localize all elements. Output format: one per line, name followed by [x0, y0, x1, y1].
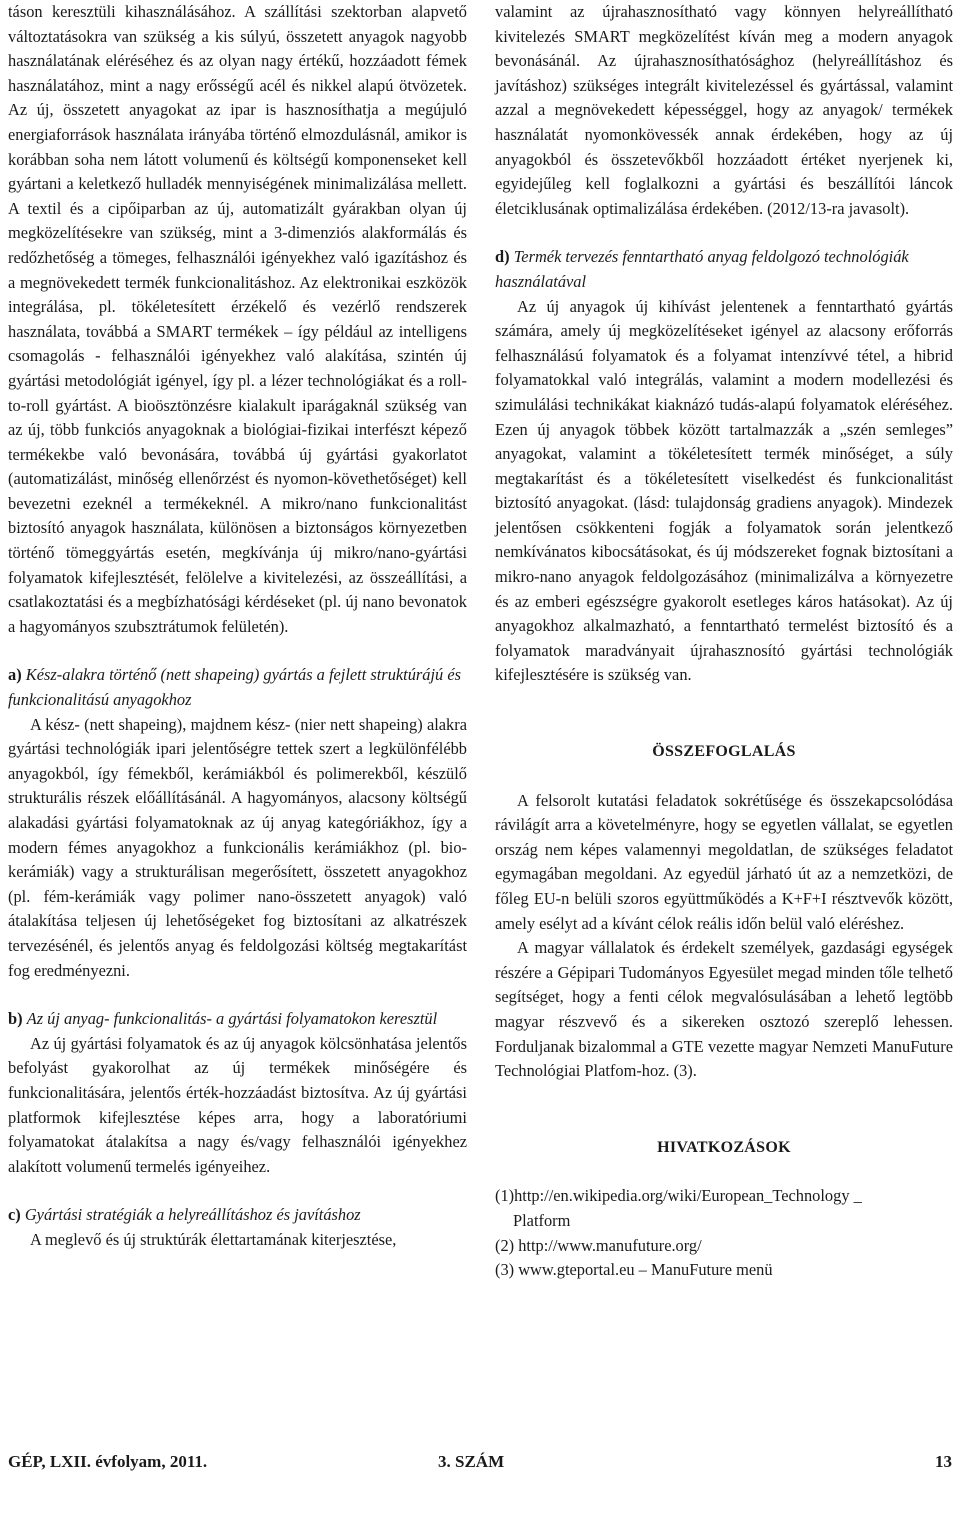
reference-item-1: [495, 1184, 953, 1233]
section-b-title: Az új anyag- funkcionalitás- a gyártási folyamatokon keresztül: [26, 1009, 438, 1029]
right-intro-paragraph: valamint az újrahasznosítható vagy könnyen helyreállítható kivitelezés SMART megközelítést kíván meg a modern anyagok bevonásánál. Az újrahasznosíthatósághoz (helyreállításhoz és javításhoz) szükséges integrált kivitelezéssel és gyártással, valamint azzal a megnövekedett képességgel, hogy az anyagok/ termékek használatát nyomonkövessék annak érdekében, hogy az új anyagokból és összetevőkből hozzáadott értéket nyerjenek ki, egyidejűleg kell foglalkozni a gyártási és beszállítói láncok életciklusának optimalizálása érdekében. (2012/13-ra javasolt).: [495, 2, 953, 218]
section-d-letter: d): [495, 247, 510, 267]
references-list: [495, 1184, 953, 1282]
summary-heading: ÖSSZEFOGLALÁS: [652, 743, 796, 761]
references-heading: HIVATKOZÁSOK: [657, 1138, 791, 1156]
section-d-heading: [495, 245, 953, 294]
page-footer: [8, 1452, 952, 1480]
reference-item-2[interactable]: (2) http://www.manufuture.org/: [495, 1235, 702, 1255]
footer-page-number: 13: [935, 1452, 952, 1471]
section-a-heading: [8, 663, 467, 712]
section-a-body: A kész- (nett shapeing), majdnem kész- (nier nett shapeing) alakra gyártási technológiák ipari jelentőségre tettek szert a legkülönfélébb anyagokból, így fémekből, kerámiákból és polimerekből, készülő strukturális részek előállításánál. A hagyományos, alacsony költségű alakadási gyártási folyamatoknak az új anyag kategóriákhoz, így a modern fémes anyagokhoz a funkcionális kerámiákhoz (pl. bio-kerámiák) vagy a strukturálisan megerősített, összetett anyagokhoz (pl. fém-kerámiák vagy polimer nano-összetett anyagok) való átalakítása teljesen új lehetőségeket fog biztosítani az alkatrészek tervezésénél, és jelentős anyag és feldolgozási költség megtakarítást fog eredményezni.: [8, 714, 467, 980]
reference-item-3[interactable]: (3) www.gteportal.eu – ManuFuture menü: [495, 1260, 773, 1280]
left-intro-paragraph: táson keresztüli kihasználásához. A szállítási szektorban alapvető változtatásokra van szükség a kis súlyú, összetett anyagok nagyobb használatának eléréséhez és az olyan nagy értékű, hozzáadott fémek használatához, mint a nagy erősségű acél és nikkel alapú ötvözetek. Az új, összetett anyagokat az ipar is hasznosíthatja a megújuló energiaforrások használata irányába történő elmozdulásnál, amikor is korábban soha nem látott volumenű és költségű komponenseket kell gyártani a keletkező hulladék mennyiségének minimalizálása mellett. A textil és a cipőiparban az új, automatizált gyárakban olyan új megközelítésekre van szükség, mint a 3-dimenziós alakformálás és redőzhetőség a tömeges, felhasználói igényekhez való igazításhoz és a megnövekedett termék funkcionalitáshoz. Az elektronikai eszközök integrálása, pl. tökéletesített érzékelő és vezérlő rendszerek használata, továbbá a SMART termékek – így például az intelligens csomagolás - felhasználói igényekhez való alakítása, szintén új gyártási metodológiát igényel, így pl. a lézer technológiákat és a roll-to-roll gyártást. A bioösztönzésre kialakult iparágaknál szükség van az új, több funkciós anyagoknak a biológiai-fizikai interfészt képező termékekbe való bevonására, továbbá új gyártási gyakorlatot (automatizálást, minőség ellenőrzést és nyomon-követhetőséget) kell bevezetni ezeknél a termékeknél. A mikro/nano funkcionalitást biztosító anyagok használata, különösen a biztonságos környezetben történő tömeggyártás esetén, megkívánja új mikro/nano-gyártási folyamatok kifejlesztését, felölelve a kivitelezési, az összeállítási, a csatlakoztatási és a megbízhatósági kérdéseket (pl. új nano bevonatok a hagyományos szubsztrátumok felületén).: [8, 2, 467, 636]
section-c-letter: c): [8, 1205, 21, 1225]
reference-1-link-continued[interactable]: Platform: [513, 1210, 571, 1230]
section-b-letter: b): [8, 1009, 23, 1029]
footer-journal: GÉP, LXII. évfolyam, 2011.: [8, 1452, 208, 1471]
section-b-body: Az új gyártási folyamatok és az új anyagok kölcsönhatása jelentős befolyást gyakorolhat az új termékek minőségére és funkcionalitására, jelentős érték-hozzáadást biztosítva. Az új gyártási platformok kifejlesztése képes arra, hogy a laboratóriumi folyamatokat átalakítsa a nagy és/vagy felhasználói igényekhez alakított volumenű termelés igényeihez.: [8, 1033, 467, 1176]
section-a-letter: a): [8, 665, 22, 685]
reference-1-link[interactable]: (1)http://en.wikipedia.org/wiki/European_Technology _: [495, 1186, 862, 1206]
summary-paragraph-1: A felsorolt kutatási feladatok sokrétűsége és összekapcsolódása rávilágít arra a követelményre, hogy se egyetlen vállalat, se egyetlen ország nem képes valamennyi megoldatlan, de szükséges feladatot egymagában megoldani. Az egyedül járható út az a nemzetközi, de főleg EU-n belüli szoros együttműködés a K+F+I résztvevők között, amely esélyt ad a kívánt célok reális időn belül való eléréshez.: [495, 790, 953, 933]
right-column: [495, 0, 953, 1283]
section-a-title: Kész-alakra történő (nett shapeing) gyártás a fejlett struktúrájú és funkcionalitású anyagokhoz: [8, 665, 461, 710]
section-d-title: Termék tervezés fenntartható anyag feldolgozó technológiák használatával: [495, 247, 909, 291]
section-b-heading: [8, 1007, 467, 1032]
section-c-heading: [8, 1203, 467, 1228]
section-d-body: Az új anyagok új kihívást jelentenek a fenntartható gyártás számára, amely új megközelítéseket igényel az alacsony erőforrás felhasználású folyamatok és a folyamat intenzívvé tétel, a hibrid folyamatokkal való integrálás, valamint a modern modellezési és szimulálási technikákat kiaknázó tudás-alapú folyamatok eléréséhez. Ezen új anyagok többek között tartalmazzák a „szén semleges” anyagokat, valamint a tökéletesített termék minőséget, a súly megtakarítást és a tökéletesített viselkedést és funkcionalitást biztosító anyagokat. (lásd: tulajdonság gradiens anyagok). Mindezek jelentősen csökkenteni fogják a folyamatok során jelentkező nemkívánatos kibocsátásokat, és új módszereket fognak biztosítani a mikro-nano anyagok feldolgozásához (minimalizálva a környezetre és az emberi egészségre gyakorolt esetleges káros hatásokat). Az új anyagokhoz alkalmazható, a fenntartható termelést biztosító és a folyamatok maradványait újrahasznosító gyártási technológiák kifejlesztésére is szükség van.: [495, 296, 953, 685]
left-column: [8, 0, 467, 1253]
section-c-title: Gyártási stratégiák a helyreállításhoz és javításhoz: [24, 1205, 361, 1225]
footer-issue: 3. SZÁM: [438, 1452, 505, 1471]
summary-paragraph-2: A magyar vállalatok és érdekelt személyek, gazdasági egységek részére a Gépipari Tudományos Egyesület megad minden tőle telhető segítséget, hogy a fenti célok megvalósulásában a lehető legtöbb magyar részvevő és a sikereken osztozó szereplő lehessen. Forduljanak bizalommal a GTE vezette magyar Nemzeti ManuFuture Technológiai Platfom-hoz. (3).: [495, 938, 953, 1081]
section-c-body: A meglevő és új struktúrák élettartamának kiterjesztése,: [30, 1229, 397, 1249]
